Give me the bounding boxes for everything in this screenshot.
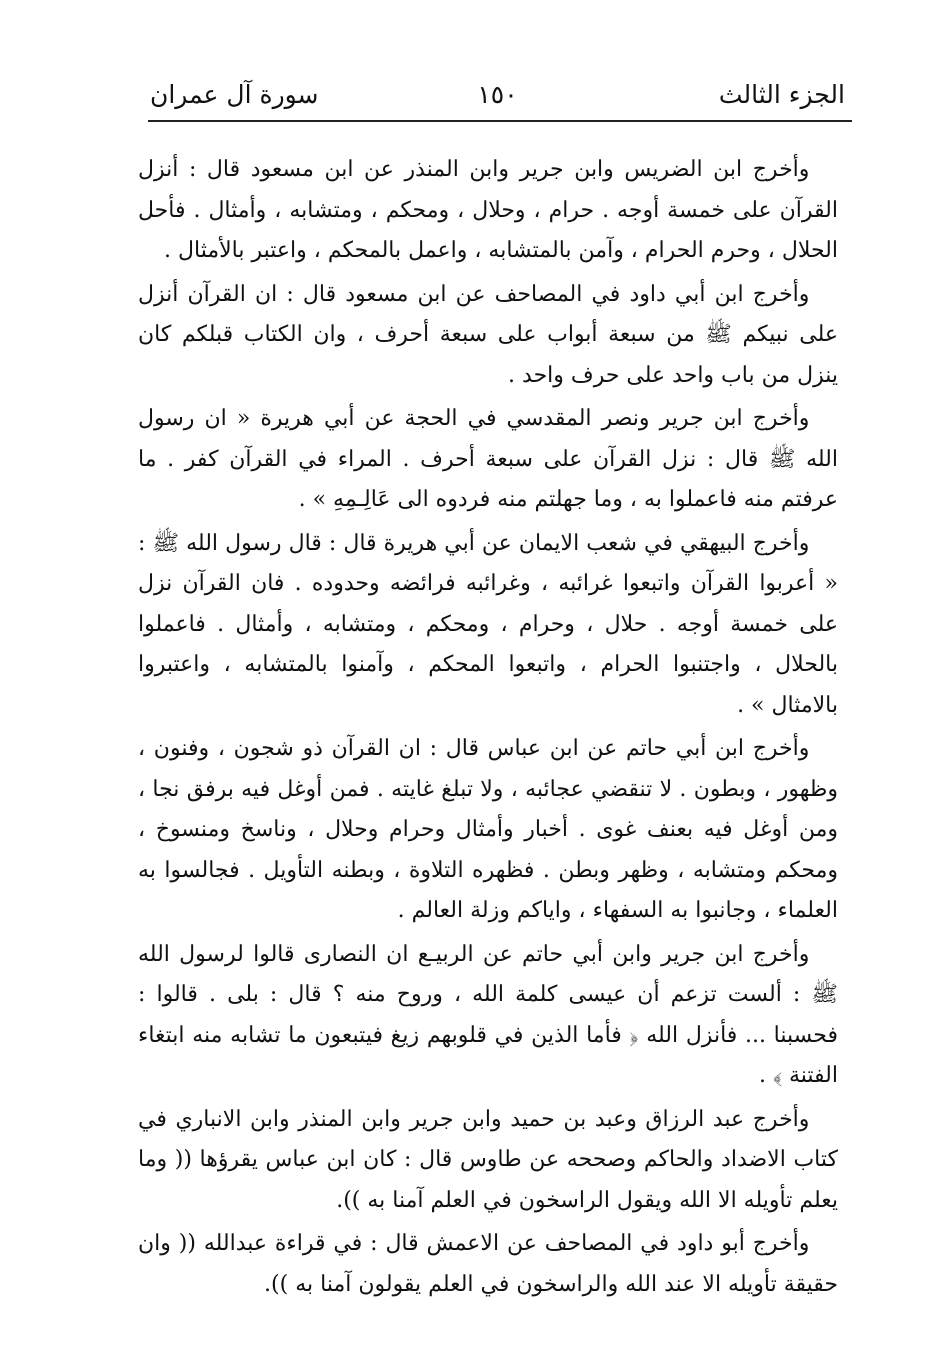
page-body [138, 150, 838, 1305]
paragraph-8: وأخرج أبو داود في المصاحف عن الاعمش قال : في قراءة عبدالله (( وان حقيقة تأويله الا عند الله والراسخون في العلم يقولون آمنا به )). [138, 1231, 838, 1297]
part-title: الجزء الثالث [718, 80, 845, 109]
paragraph-2: وأخرج ابن أبي داود في المصاحف عن ابن مسعود قال : ان القرآن أنزل على نبيكم ﷺ من سبعة أبواب على سبعة أحرف ، وان الكتاب قبلكم كان ينزل من باب واحد على حرف واحد . [138, 281, 838, 388]
paragraph-4: وأخرج البيهقي في شعب الايمان عن أبي هريرة قال : قال رسول الله ﷺ : « أعربوا القرآن واتبعوا غرائبه ، وغرائبه فرائضه وحدوده . فان القرآن نزل على خمسة أوجه . حلال ، وحرام ، ومحكم ، ومتشابه ، وأمثال . فاعملوا بالحلال ، واجتنبوا الحرام ، واتبعوا المحكم ، وآمنوا بالمتشابه ، واعتبروا بالامثال » . [138, 530, 838, 718]
paragraph-3: وأخرج ابن جرير ونصر المقدسي في الحجة عن أبي هريرة « ان رسول الله ﷺ قال : نزل القرآن على سبعة أحرف . المراء في القرآن كفر . ما عرفتم منه فاعملوا به ، وما جهلتم منه فردوه الى عَالِـمِهِ » . [138, 406, 838, 512]
paragraph-5: وأخرج ابن أبي حاتم عن ابن عباس قال : ان القرآن ذو شجون ، وفنون ، وظهور ، وبطون . لا تنقضي عجائبه ، ولا تبلغ غايته . فمن أوغل فيه برفق نجا ، ومن أوغل فيه بعنف غوى . أخبار وأمثال وحرام وحلال ، وناسخ ومنسوخ ، ومحكم ومتشابه ، وظهر وبطن . فظهره التلاوة ، وبطنه التأويل . فجالسوا به العلماء ، وجانبوا به السفهاء ، واياكم وزلة العالم . [138, 736, 838, 923]
header-divider [148, 120, 852, 122]
page-number: ١٥٠ [477, 80, 518, 109]
paragraph-7: وأخرج عبد الرزاق وعبد بن حميد وابن جرير وابن المنذر وابن الانباري في كتاب الاضداد والحاكم وصححه عن طاوس قال : كان ابن عباس يقرؤها (( وما يعلم تأويله الا الله ويقول الراسخون في العلم آمنا به )). [138, 1106, 838, 1213]
page-header [150, 72, 845, 116]
paragraph-6: وأخرج ابن جرير وابن أبي حاتم عن الربيـع ان النصارى قالوا لرسول الله ﷺ : ألست تزعم أن عيسى كلمة الله ، وروح منه ؟ قال : بلى . قالوا : فحسبنا ... فأنزل الله ﴿ فأما الذين في قلوبهم زيغ فيتبعون ما تشابه منه ابتغاء الفتنة ﴾ . [138, 941, 838, 1088]
paragraph-1: وأخرج ابن الضريس وابن جرير وابن المنذر عن ابن مسعود قال : أنزل القرآن على خمسة أوجه . حرام ، وحلال ، ومحكم ، ومتشابه ، وأمثال . فأحل الحلال ، وحرم الحرام ، وآمن بالمتشابه ، واعمل بالمحكم ، واعتبر بالأمثال . [138, 157, 838, 263]
surah-title: سورة آل عمران [150, 80, 319, 109]
